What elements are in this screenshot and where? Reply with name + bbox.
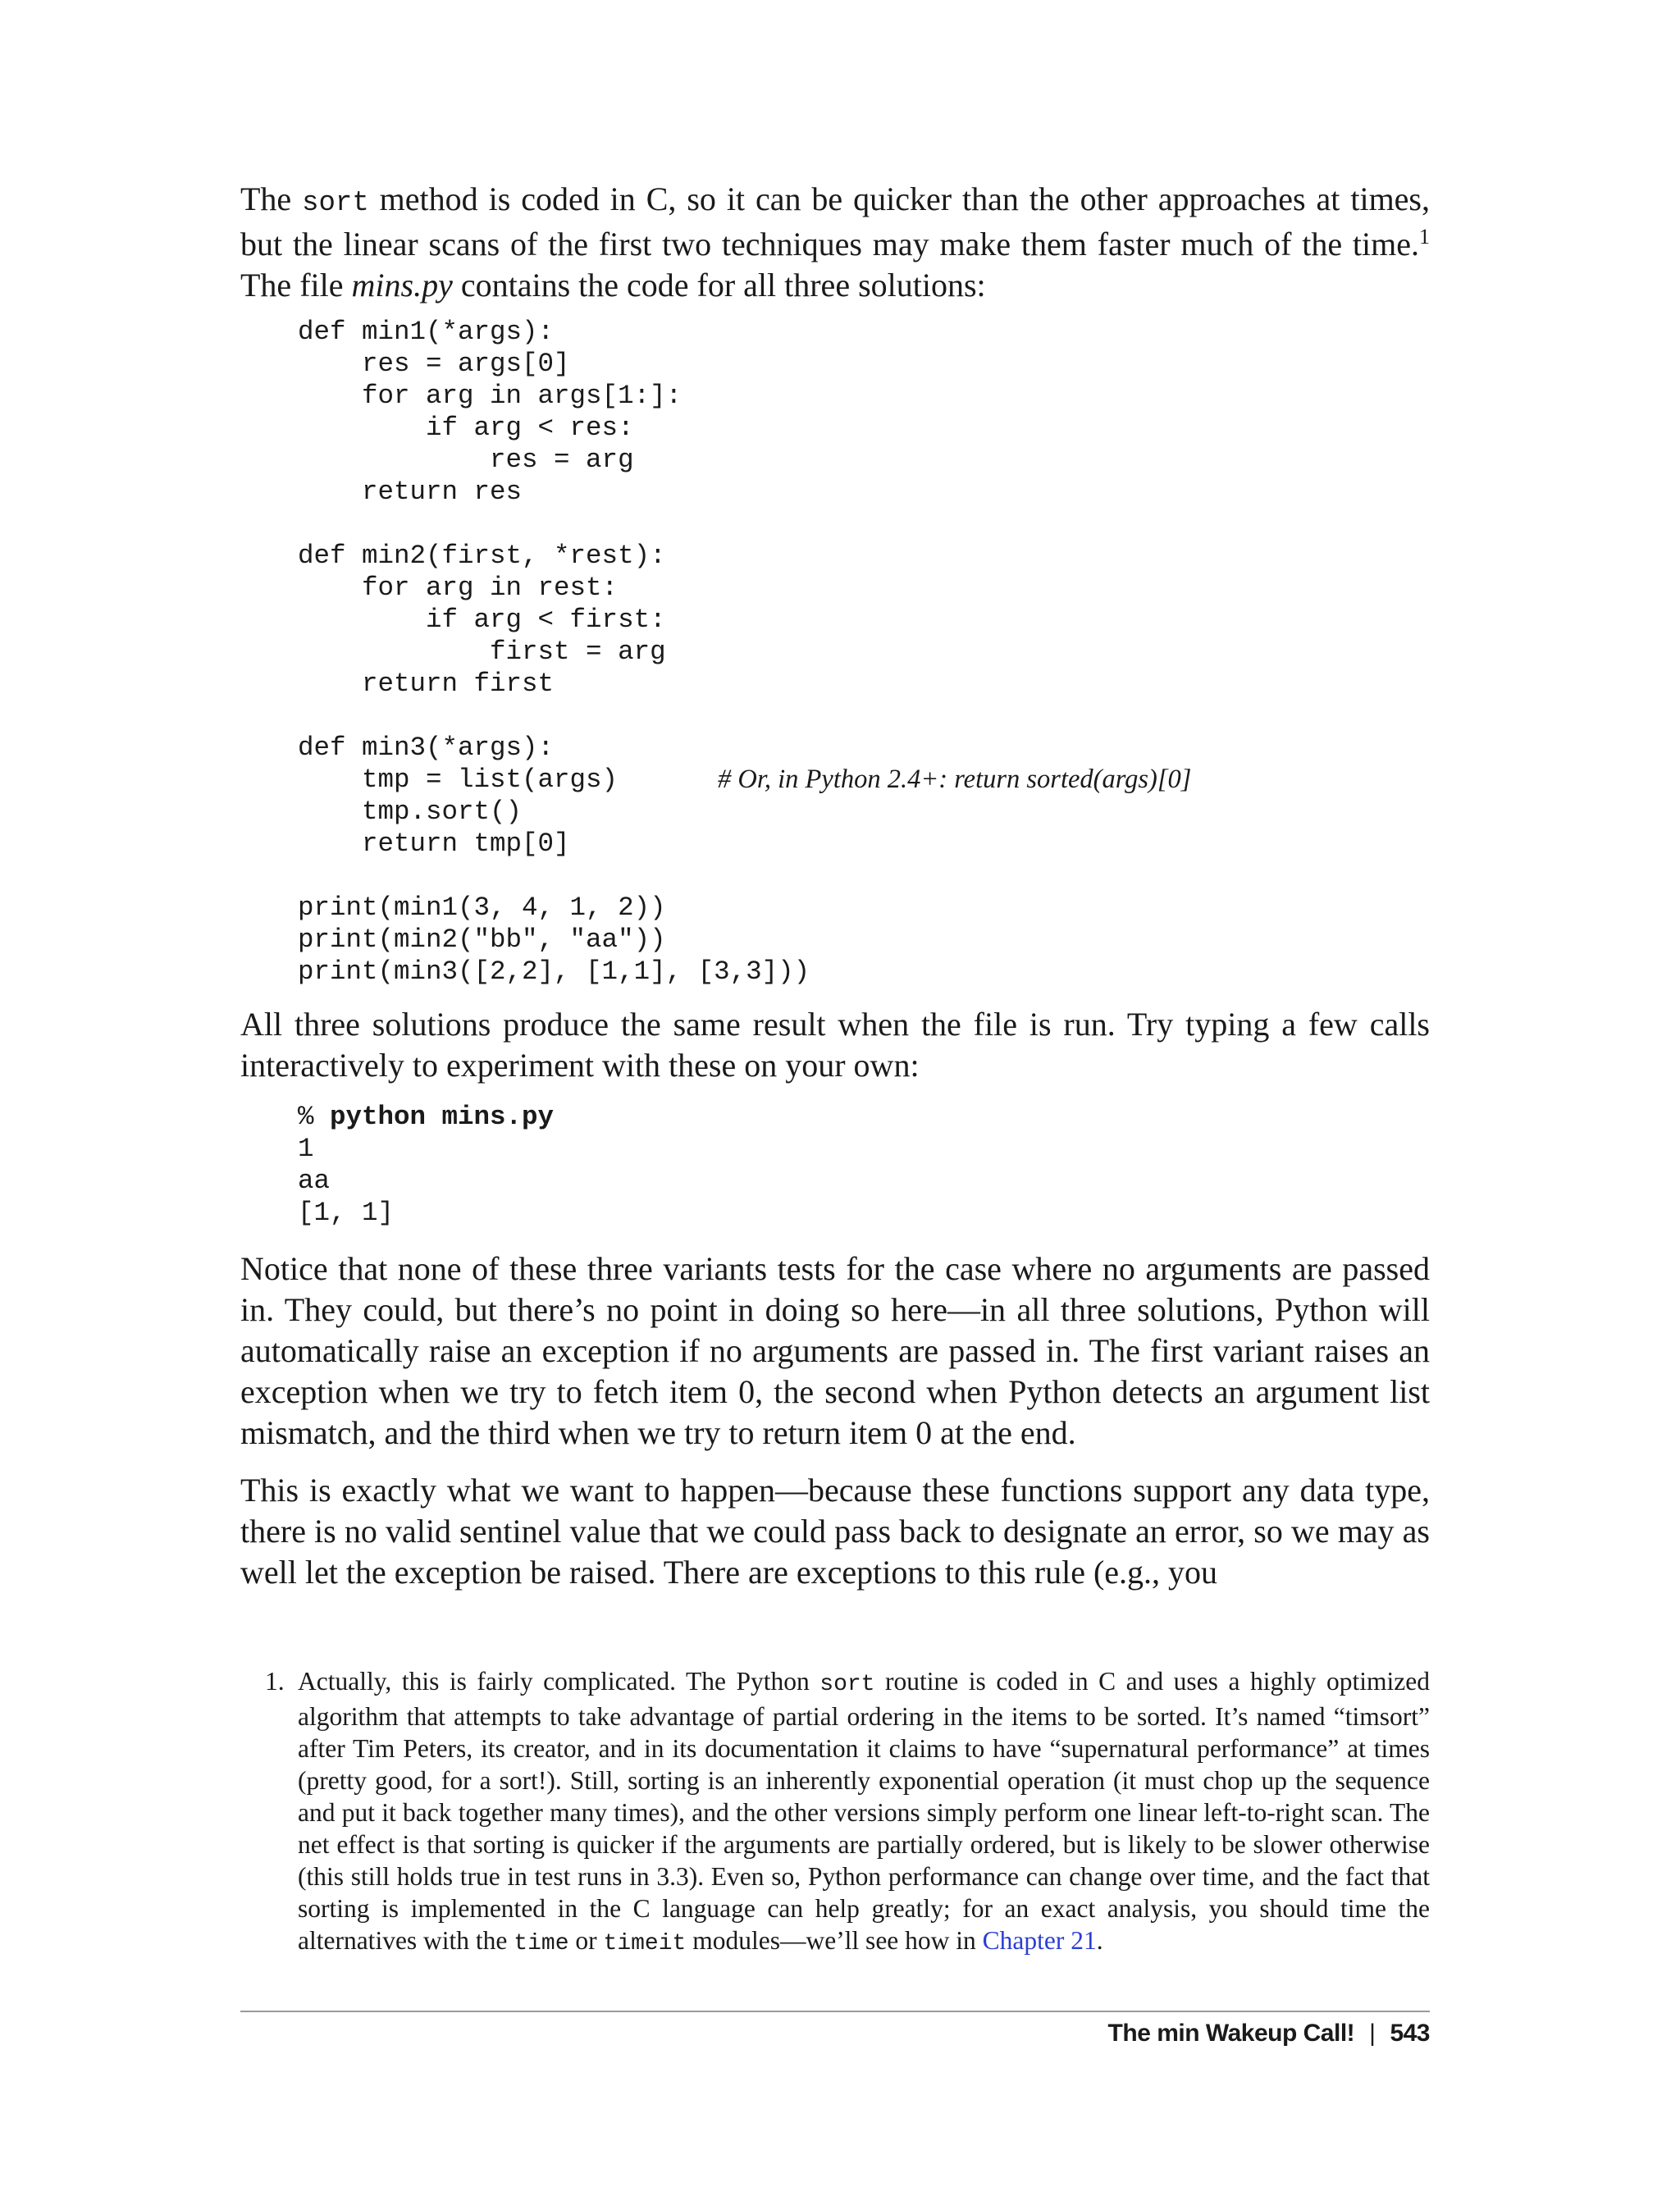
footer-divider [240, 2011, 1430, 2012]
code-line: first = arg [298, 637, 666, 667]
code-line: def min3(*args): [298, 733, 555, 763]
text-run: modules—we’ll see how in [686, 1926, 983, 1955]
shell-command-line [298, 1101, 554, 1133]
inline-code-timeit: timeit [603, 1931, 687, 1956]
code-text: tmp = list(args) [298, 765, 619, 795]
code-comment: # Or, in Python 2.4+: return sorted(args)[0] [718, 765, 1192, 794]
footnote-number: 1. [265, 1667, 285, 1696]
inline-code-sort: sort [819, 1672, 875, 1697]
text-run: The [240, 180, 303, 217]
code-line: print(min1(3, 4, 1, 2)) [298, 892, 666, 923]
code-line: print(min3([2,2], [1,1], [3,3])) [298, 956, 810, 987]
text-run: The file [240, 267, 352, 304]
chapter-21-link[interactable]: Chapter 21 [982, 1926, 1097, 1955]
code-line [298, 700, 810, 732]
running-title: The min Wakeup Call! [1107, 2020, 1355, 2047]
page-number: 543 [1390, 2020, 1430, 2047]
output-line: aa [298, 1166, 331, 1196]
text-run: routine is coded in C and uses a highly optimized algorithm that attempts to take advantage of partial ordering in the items to be sorted. It’s named “timsort” after Tim Peters, its creator, and in its documentation it claims to have “supernatural performance” at times (pretty good, for a sort!). Still, sorting is an inherently exponential operation (it must chop up the sequence and put it back together many times), and the other versions simply perform one linear left-to-right scan. The net effect is that sorting is quicker if the arguments are partially ordered, but is likely to be slower otherwise (this still holds true in test runs in 3.3). Even so, Python performance can change over time, and the fact that sorting is implemented in the C language can help greatly; for an exact analysis, you should time the alternatives with the [298, 1667, 1430, 1955]
shell-prompt: % [298, 1102, 331, 1132]
code-line: return first [298, 669, 555, 699]
code-line: res = arg [298, 445, 634, 475]
text-run: Actually, this is fairly complicated. The Python [298, 1667, 820, 1696]
code-line: if arg < res: [298, 413, 634, 443]
paragraph-exceptions: This is exactly what we want to happen—because these functions support any data type, there is no valid sentinel value that we could pass back to designate an error, so we may as well let the exception be raised. There are exceptions to this rule (e.g., you [240, 1472, 1430, 1591]
output-line: [1, 1] [298, 1198, 395, 1228]
text-run: contains the code for all three solutions: [452, 267, 986, 304]
page-footer [1108, 2020, 1430, 2048]
footnote [265, 1665, 1430, 1960]
text-run: or [568, 1926, 604, 1955]
paragraph-same-result: All three solutions produce the same result when the file is run. Try typing a few calls interactively to experiment with these on your own: [240, 1006, 1430, 1084]
code-line [298, 860, 810, 892]
text-run: method is coded in C, so it can be quicker than the other approaches at times, but the linear scans of the first two techniques may make them faster much of the time. [240, 180, 1430, 262]
code-line: if arg < first: [298, 605, 666, 635]
inline-code-time: time [514, 1931, 569, 1956]
paragraph-sort-method [240, 179, 1430, 306]
code-line: res = args[0] [298, 349, 570, 379]
code-line: return res [298, 477, 523, 507]
code-line: tmp.sort() [298, 797, 523, 827]
code-line: for arg in rest: [298, 573, 619, 603]
code-line [298, 764, 1192, 796]
code-line [298, 508, 810, 540]
code-line: return tmp[0] [298, 829, 570, 859]
text-run: . [1096, 1926, 1103, 1955]
filename-mins-py: mins.py [351, 267, 453, 304]
code-line: def min2(first, *rest): [298, 541, 666, 571]
shell-command: python mins.py [330, 1102, 555, 1132]
inline-code-sort: sort [302, 188, 369, 219]
code-listing-mins [298, 316, 1192, 988]
footer-separator: | [1369, 2020, 1376, 2047]
code-line: for arg in args[1:]: [298, 381, 682, 411]
output-line: 1 [298, 1134, 314, 1164]
paragraph-no-arguments: Notice that none of these three variants tests for the case where no arguments are passed in. They could, but there’s no point in doing so here—in all three solutions, Python will automatically raise an exception if no arguments are passed in. The first variant raises an exception when we try to fetch item 0, the second when Python detects an argument list mismatch, and the third when we try to return item 0 at the end. [240, 1250, 1430, 1451]
code-listing-run [298, 1101, 554, 1229]
code-line: print(min2("bb", "aa")) [298, 924, 666, 955]
code-line: def min1(*args): [298, 317, 555, 347]
footnote-reference[interactable]: 1 [1419, 225, 1430, 249]
